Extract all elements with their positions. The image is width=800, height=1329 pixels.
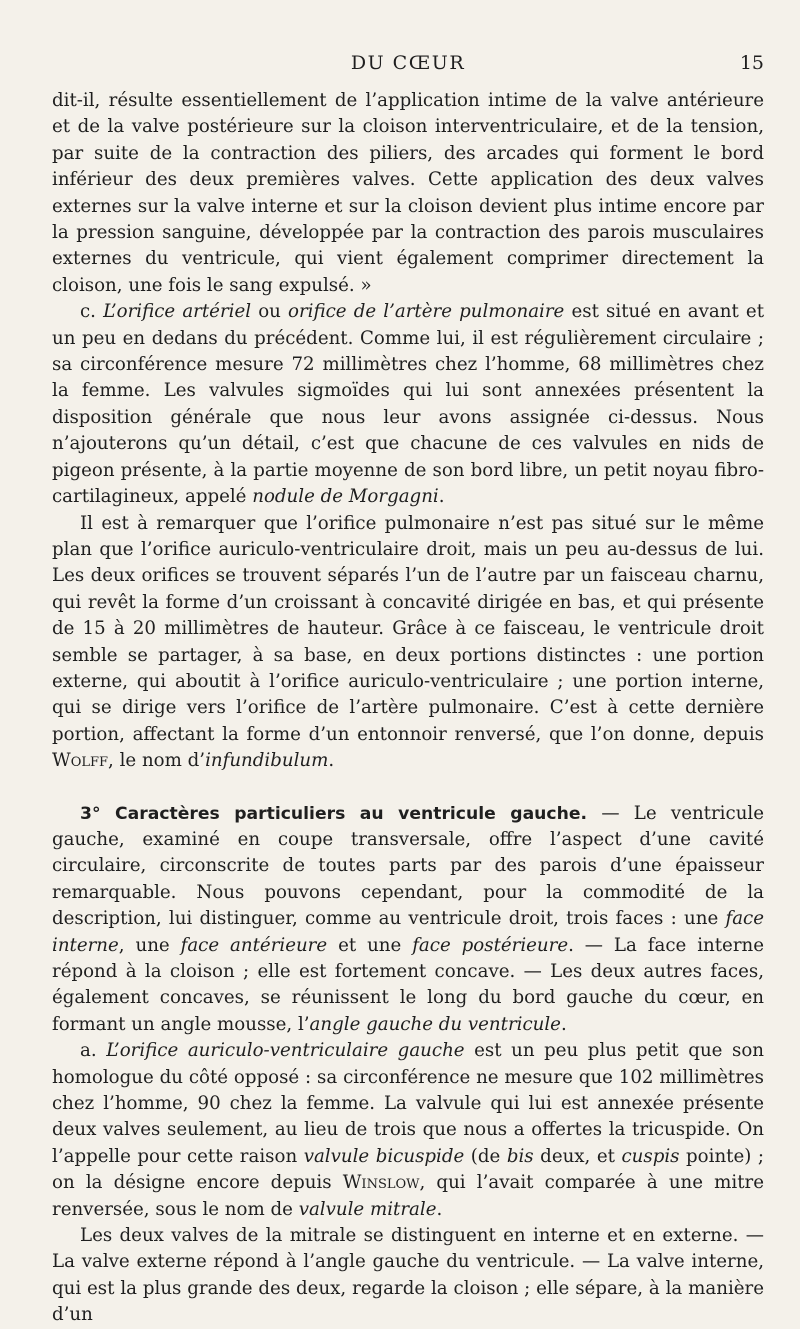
paragraph-infundibulum <box>52 511 764 775</box>
term-orifice-auriculo-ventriculaire-gauche: L’orifice auriculo-ventriculaire gauche <box>106 1040 465 1062</box>
paragraph-1: dit-il, résulte essentiellement de l’application intime de la valve antérieure et de la valve postérieure sur la cloison interventriculaire, et de la tension, par suite de la contraction des piliers, des arcades qui forment le bord inférieur des deux premières valves. Cette application des deux valves externes sur la valve interne et sur la cloison devient plus intime encore par la pression sanguine, développée par la contraction des parois musculaires externes du ventricule, qui vient également comprimer directement la cloison, une fois le sang expulsé. » <box>52 90 764 296</box>
term-angle-gauche: angle gauche du ventricule <box>309 1013 561 1035</box>
term-orifice-artere-pulmonaire: orifice de l’artère pulmonaire <box>288 301 565 323</box>
text-run: Il est à remarquer que l’orifice pulmonaire n’est pas situé sur le même plan que l’orifice auriculo-ventriculaire droit, mais un peu au-dessus de lui. Les deux orifices se trouvent séparés l’un de l’autre par un faisceau charnu, qui revêt la forme d’un croissant à concavité dirigée en bas, et qui présente de 15 à 20 millimètres de hauteur. Grâce à ce faisceau, le ventricule droit semble se partager, à sa base, en deux portions distinctes : une portion externe, qui aboutit à l’orifice auriculo-ventriculaire ; une portion interne, qui se dirige vers l’orifice de l’artère pulmonaire. C’est à cette dernière portion, affectant la forme d’un entonnoir renversé, que l’on donne, depuis <box>52 512 764 745</box>
term-cuspis: cuspis <box>621 1145 680 1167</box>
text-run: . <box>436 1198 443 1220</box>
paragraph-ventricule-gauche <box>52 801 764 1039</box>
text-run: , le nom d’ <box>108 750 206 772</box>
body-text <box>52 88 764 1329</box>
author-wolff: Wolff <box>52 750 109 772</box>
text-run: . <box>560 1013 567 1035</box>
text-run: , qui l’avait comparée à une mitre renversée, sous le nom de <box>52 1172 764 1220</box>
page-header <box>52 52 764 82</box>
term-face-anterieure: face antérieure <box>180 934 328 956</box>
page-number: 15 <box>739 52 764 74</box>
term-bis: bis <box>506 1145 534 1167</box>
section-heading: 3° Caractères particuliers au ventricule gauche. <box>80 803 588 824</box>
text-run: . <box>328 750 335 772</box>
term-orifice-arteriel: L’orifice artériel <box>103 301 252 323</box>
paragraph-orifice-auriculo-ventriculaire <box>52 1038 764 1223</box>
text-run: , une <box>118 934 181 956</box>
running-title: DU CŒUR <box>350 52 466 74</box>
term-valvule-mitrale: valvule mitrale <box>298 1198 437 1220</box>
item-letter: c. <box>80 301 104 323</box>
item-letter: a. <box>80 1040 107 1062</box>
text-run: ou <box>251 301 289 323</box>
term-nodule-morgagni: nodule de Morgagni <box>252 486 439 508</box>
text-run: pointe) ; on la désigne encore depuis <box>52 1145 764 1194</box>
term-infundibulum: infundibulum <box>205 750 329 772</box>
term-face-interne: face interne <box>52 908 764 956</box>
term-face-posterieure: face postérieure <box>412 934 569 956</box>
text-run: . — La face interne répond à la cloison ; elle est fortement concave. — Les deux autres faces, également concaves, se réunissent le long du bord gauche du cœur, en formant un angle mousse, l’ <box>52 934 764 1035</box>
author-winslow: Winslow <box>342 1172 420 1194</box>
text-run: . <box>438 486 445 508</box>
text-run: (de <box>464 1145 507 1167</box>
paragraph-orifice-arteriel <box>52 299 764 510</box>
paragraph-valves-mitrale: Les deux valves de la mitrale se distinguent en interne et en externe. — La valve externe répond à l’angle gauche du ventricule. — La valve interne, qui est la plus grande des deux, regarde la cloison ; elle sépare, à la manière d’un <box>52 1225 764 1326</box>
text-run: est situé en avant et un peu en dedans du précédent. Comme lui, il est régulièrement circulaire ; sa circonférence mesure 72 millimètres chez l’homme, 68 millimètres chez la femme. Les valvules sigmoïdes qui lui sont annexées présentent la disposition générale que nous leur avons assignée ci-dessus. Nous n’ajouterons qu’un détail, c’est que chacune de ces valvules en nids de pigeon présente, à la partie moyenne de son bord libre, un petit noyau fibro-cartilagineux, appelé <box>52 301 765 508</box>
text-run: est un peu plus petit que son homologue du côté opposé : sa circonférence ne mesure que 102 millimètres chez l’homme, 90 chez la femme. La valvule qui lui est annexée présente deux valves seulement, au lieu de trois que nous a offertes la tricuspide. On l’appelle pour cette raison <box>52 1040 764 1167</box>
text-run: deux, et <box>533 1145 622 1167</box>
text-run: — Le ventricule gauche, examiné en coupe transversale, offre l’aspect d’une cavité circulaire, circonscrite de toutes parts par des parois d’une épaisseur remarquable. Nous pouvons cependant, pour la commodité de la description, lui distinguer, comme au ventricule droit, trois faces : une <box>52 802 764 930</box>
term-valvule-bicuspide: valvule bicuspide <box>303 1145 465 1167</box>
text-run: et une <box>327 934 413 956</box>
